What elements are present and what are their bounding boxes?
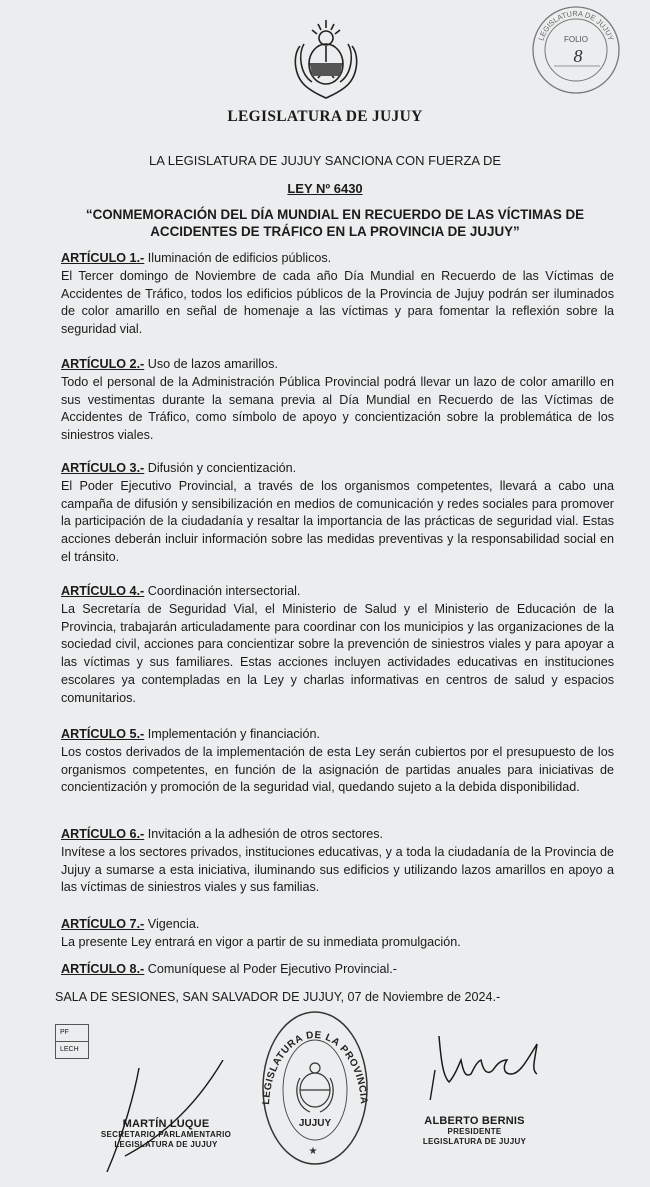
article-heading: Difusión y concientización.: [147, 461, 297, 475]
article-heading: Vigencia.: [147, 917, 200, 931]
signature-bernis: [425, 1030, 555, 1100]
legislature-seal: [260, 1008, 370, 1168]
seal-crest-icon: [297, 1063, 333, 1112]
article-label: ARTÍCULO 1.-: [61, 251, 145, 265]
article-heading: Coordinación intersectorial.: [147, 584, 301, 598]
signatory-institution: LEGISLATURA DE JUJUY: [114, 1140, 218, 1149]
article-body: Todo el personal de la Administración Pública Provincial podrá llevar un lazo de color amarillo en sus vestimentas durante la semana previa al Día Mundial en Recuerdo de las Víctimas de Accidentes de Tráfico, como símbolo de apoyo y concientización sobre la problemática de los siniestros viales.: [61, 374, 614, 443]
law-title: [40, 206, 630, 240]
article-label: ARTÍCULO 2.-: [61, 357, 145, 371]
article-body: El Tercer domingo de Noviembre de cada año Día Mundial en Recuerdo de las Víctimas de Accidentes de Tráfico, todos los edificios públicos de la Provincia de Jujuy podrán ser iluminados de color amarillo en señal de homenaje a las víctimas y para fomentar la reflexión sobre la seguridad vial.: [61, 268, 614, 337]
folio-stamp: [530, 4, 622, 96]
article-6: [61, 826, 614, 897]
article-heading: Iluminación de edificios públicos.: [147, 251, 332, 265]
seal-bottom-text: JUJUY: [298, 1118, 332, 1129]
article-body: El Poder Ejecutivo Provincial, a través de los organismos competentes, llevará a cabo una campaña de difusión y sensibilización en medios de comunicación y redes sociales para promover la participación de la ciudadanía y resaltar la importancia de las prácticas de seguridad vial. Estas acciones deberán incluir información sobre las medidas preventivas y la responsabilidad social en el tránsito.: [61, 478, 614, 564]
article-label: ARTÍCULO 4.-: [61, 584, 145, 598]
seal-ring-text: LEGISLATURA DE LA PROVINCIA: [261, 1029, 370, 1105]
law-title-line-1: “CONMEMORACIÓN DEL DÍA MUNDIAL EN RECUERDO DE LAS VÍCTIMAS DE: [85, 207, 585, 222]
article-label: ARTÍCULO 7.-: [61, 917, 145, 931]
svg-text:LEGISLATURA DE LA PROVINCIA: [261, 1030, 369, 1105]
signatory-role: SECRETARIO PARLAMENTARIO: [100, 1130, 232, 1139]
initials-bottom: LECH: [56, 1041, 88, 1058]
seal-star-icon: ★: [308, 1146, 318, 1157]
article-label: ARTÍCULO 3.-: [61, 461, 145, 475]
article-5: [61, 726, 614, 797]
initials-box: [55, 1024, 89, 1059]
article-heading: Uso de lazos amarillos.: [147, 357, 278, 371]
jujuy-crest-emblem: [290, 16, 362, 100]
folio-number: 8: [573, 46, 583, 66]
signatory-left: [96, 1118, 236, 1150]
signatory-right: [417, 1115, 532, 1147]
signatory-name: MARTÍN LUQUE: [122, 1118, 210, 1130]
article-3: [61, 460, 614, 567]
article-8: [61, 961, 614, 979]
article-4: [61, 583, 614, 708]
signatory-institution: LEGISLATURA DE JUJUY: [422, 1137, 527, 1146]
article-label: ARTÍCULO 8.-: [61, 962, 145, 976]
legislature-title: LEGISLATURA DE JUJUY: [227, 108, 423, 125]
article-label: ARTÍCULO 6.-: [61, 827, 145, 841]
article-body: Invítese a los sectores privados, instituciones educativas, y a toda la ciudadanía de la Provincia de Jujuy a sumarse a esta iniciativa, iluminando sus edificios y utilizando lazos amarillos en apoyo a las víctimas de siniestros viales y sus familias.: [61, 844, 614, 895]
sanction-line: LA LEGISLATURA DE JUJUY SANCIONA CON FUERZA DE: [148, 153, 502, 168]
article-body: Los costos derivados de la implementación de esta Ley serán cubiertos por el presupuesto de los organismos competentes, en función de la asignación de partidas anuales para iniciativas de concientización y promoción de la seguridad vial, quedando sujeto a la debida disponibilidad.: [61, 744, 614, 795]
article-heading: Comuníquese al Poder Ejecutivo Provincial.-: [147, 962, 397, 976]
signatory-name: ALBERTO BERNIS: [424, 1115, 525, 1127]
article-heading: Invitación a la adhesión de otros sectores.: [147, 827, 383, 841]
article-1: [61, 250, 614, 339]
law-title-line-2: ACCIDENTES DE TRÁFICO EN LA PROVINCIA DE JUJUY”: [150, 224, 520, 239]
closing-line: SALA DE SESIONES, SAN SALVADOR DE JUJUY, 07 de Noviembre de 2024.-: [55, 990, 501, 1004]
article-label: ARTÍCULO 5.-: [61, 727, 145, 741]
article-heading: Implementación y financiación.: [147, 727, 320, 741]
article-2: [61, 356, 614, 445]
folio-label: FOLIO: [563, 35, 589, 44]
article-body: La Secretaría de Seguridad Vial, el Ministerio de Salud y el Ministerio de Educación de la Provincia, trabajarán articuladamente para coordinar con los municipios y las organizaciones de la sociedad civil, acciones para concientizar sobre la prevención de siniestros viales y para apoyar a las víctimas y sus familiares. Estas acciones incluyen actividades educativas en instituciones escolares ya contempladas en la Ley y charlas informativas en centros de salud y espacios comunitarios.: [61, 601, 614, 705]
article-7: [61, 916, 614, 952]
folio-ring-text: LEGISLATURA DE JUJUY: [536, 8, 616, 42]
law-number: LEY Nº 6430: [287, 181, 363, 196]
article-body: La presente Ley entrará en vigor a partir de su inmediata promulgación.: [61, 934, 461, 949]
signatory-role: PRESIDENTE: [447, 1127, 502, 1136]
initials-top: PF: [60, 1029, 69, 1036]
